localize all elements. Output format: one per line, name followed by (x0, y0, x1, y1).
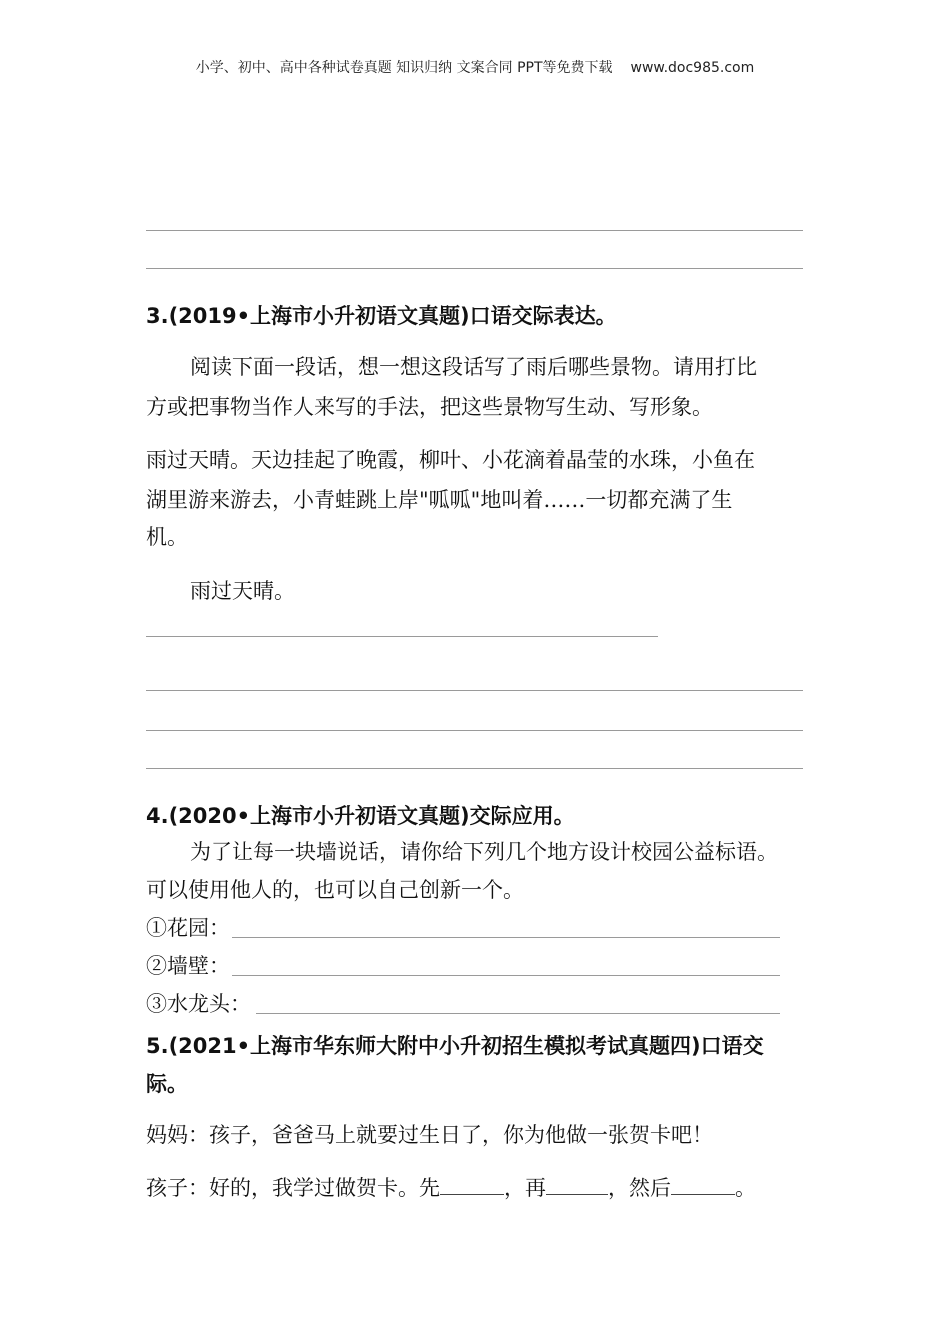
q4-wall-answer-line[interactable] (232, 975, 780, 976)
answer-line[interactable] (146, 730, 803, 731)
q5-child-mid-2: ，然后 (608, 1176, 671, 1200)
q4-instruction-line-2: 可以使用他人的，也可以自己创新一个。 (146, 878, 524, 902)
answer-line (146, 230, 803, 231)
question-3-title: 3.(2019•上海市小升初语文真题)口语交际表达。 (146, 304, 617, 328)
q5-child-line (146, 1169, 756, 1207)
page-header (0, 57, 950, 77)
q3-instruction-line-1: 阅读下面一段话，想一想这段话写了雨后哪些景物。请用打比 (190, 355, 757, 379)
question-4-title: 4.(2020•上海市小升初语文真题)交际应用。 (146, 804, 575, 828)
q5-child-end: 。 (735, 1176, 756, 1200)
q5-blank-third[interactable] (671, 1174, 735, 1195)
answer-line (146, 268, 803, 269)
q3-passage-line-2: 湖里游来游去，小青蛙跳上岸"呱呱"地叫着……一切都充满了生 (146, 488, 733, 512)
q5-mom-line: 妈妈：孩子，爸爸马上就要过生日了，你为他做一张贺卡吧！ (146, 1123, 713, 1147)
q4-item-garden: ①花园： (146, 916, 230, 940)
question-5-title-line-2: 际。 (146, 1072, 188, 1096)
q4-item-wall: ②墙壁： (146, 954, 230, 978)
q5-blank-first[interactable] (440, 1174, 504, 1195)
q3-passage-line-1: 雨过天晴。天边挂起了晚霞，柳叶、小花滴着晶莹的水珠，小鱼在 (146, 448, 755, 472)
header-text: 小学、初中、高中各种试卷真题 知识归纳 文案合同 PPT等免费下载 (195, 60, 613, 76)
q4-instruction-line-1: 为了让每一块墙说话，请你给下列几个地方设计校园公益标语。 (190, 840, 778, 864)
answer-line[interactable] (146, 690, 803, 691)
question-5-title-line-1: 5.(2021•上海市华东师大附中小升初招生模拟考试真题四)口语交 (146, 1034, 764, 1058)
q4-faucet-answer-line[interactable] (256, 1013, 780, 1014)
header-site-link[interactable]: www.doc985.com (630, 60, 755, 76)
q3-passage-line-3: 机。 (146, 525, 188, 549)
q5-blank-second[interactable] (546, 1174, 608, 1195)
q5-child-prefix: 孩子：好的，我学过做贺卡。先 (146, 1176, 440, 1200)
q5-child-mid-1: ，再 (504, 1176, 546, 1200)
q4-item-faucet: ③水龙头： (146, 992, 251, 1016)
answer-line[interactable] (146, 768, 803, 769)
answer-line[interactable] (146, 636, 658, 637)
q4-garden-answer-line[interactable] (232, 937, 780, 938)
q3-instruction-line-2: 方或把事物当作人来写的手法，把这些景物写生动、写形象。 (146, 395, 713, 419)
q3-answer-start: 雨过天晴。 (190, 579, 295, 603)
